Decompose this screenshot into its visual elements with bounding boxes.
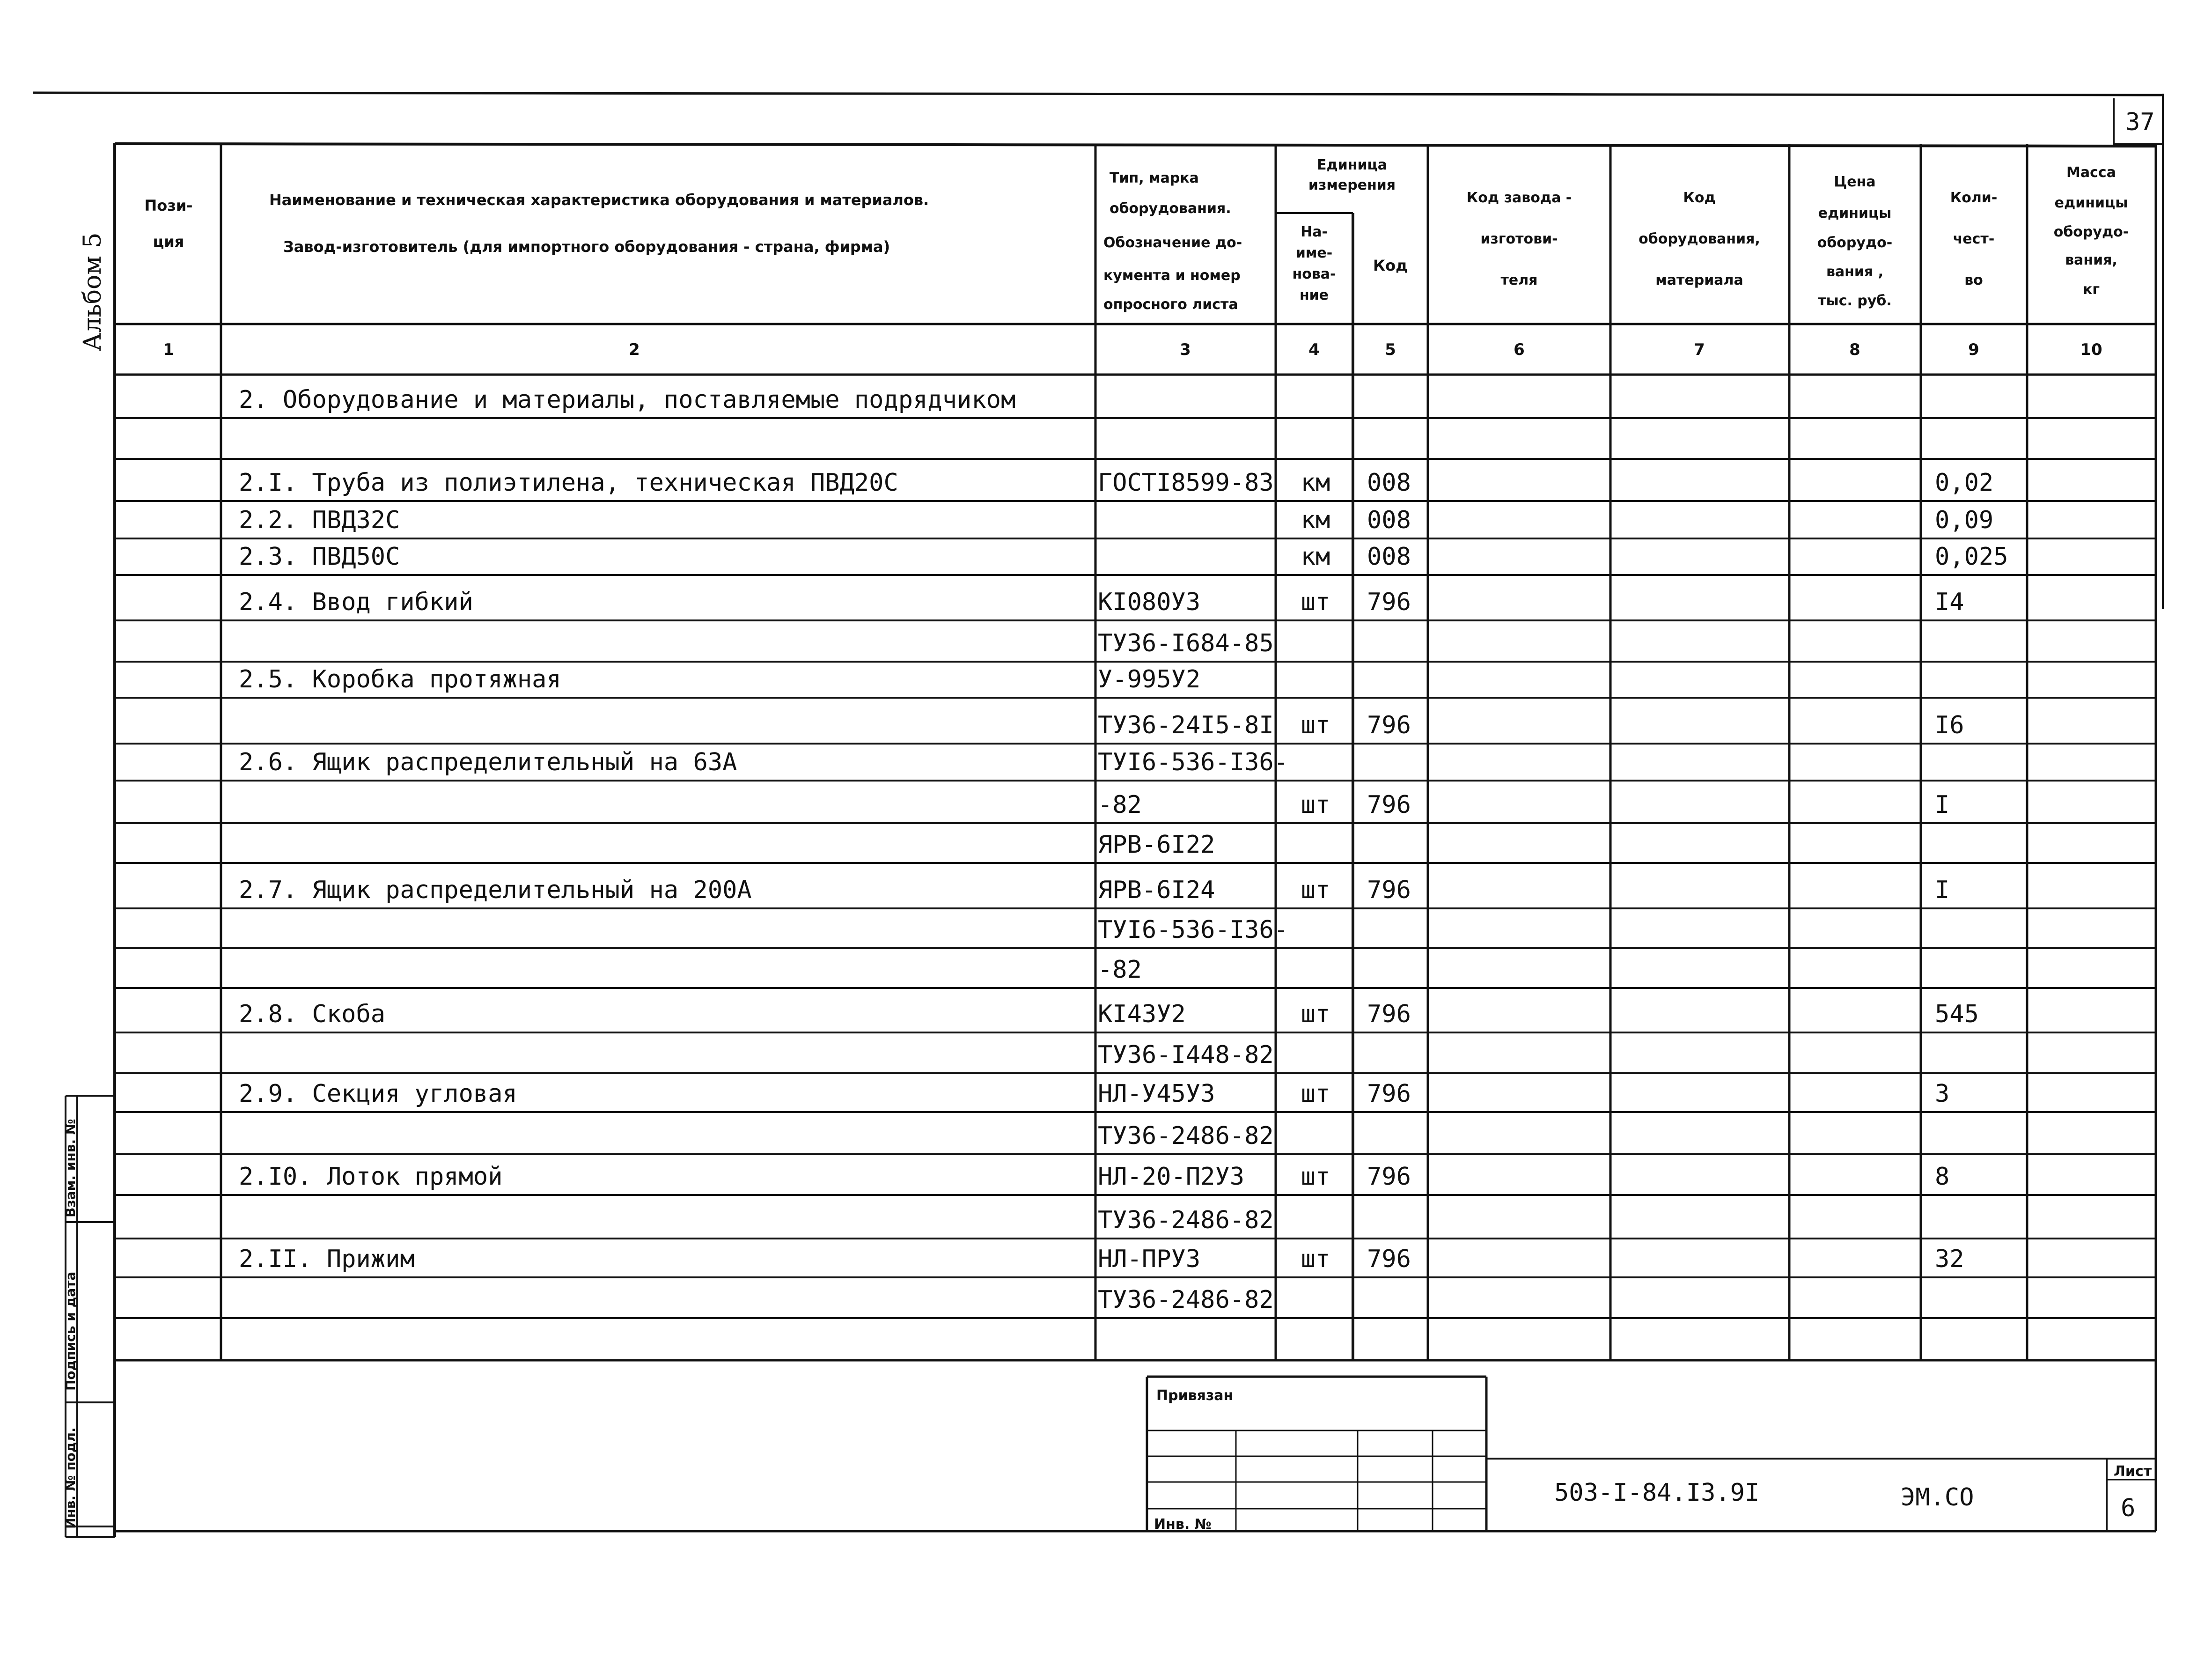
cell-name: 2.9. Секция угловая bbox=[239, 1080, 517, 1108]
cell-qty: 0,02 bbox=[1935, 469, 1994, 497]
cell-doc: НЛ-ПРУ3 bbox=[1098, 1245, 1201, 1273]
svg-text:изготови-: изготови- bbox=[1480, 231, 1558, 247]
title-block bbox=[115, 1360, 2156, 1533]
cell-doc: У-995У2 bbox=[1098, 665, 1201, 693]
svg-text:ние: ние bbox=[1299, 287, 1329, 303]
cell-name: 2.3. ПВД50С bbox=[239, 543, 400, 571]
cell-doc: КI080У3 bbox=[1098, 588, 1201, 616]
cell-doc: ЯРВ-6I24 bbox=[1098, 876, 1215, 904]
svg-text:Пози-: Пози- bbox=[144, 197, 193, 214]
svg-text:чест-: чест- bbox=[1953, 231, 1995, 247]
cell-qty: 545 bbox=[1935, 1000, 1979, 1028]
svg-text:измерения: измерения bbox=[1308, 177, 1396, 193]
svg-text:оборудо-: оборудо- bbox=[2053, 224, 2129, 240]
album-label: Альбом 5 bbox=[79, 232, 107, 351]
table-row bbox=[1098, 1122, 1274, 1150]
sheet-label: Лист bbox=[2114, 1463, 2152, 1480]
table-row bbox=[239, 876, 1949, 904]
cell-code: 796 bbox=[1367, 1163, 1411, 1191]
svg-text:3: 3 bbox=[1180, 340, 1191, 359]
svg-text:теля: теля bbox=[1500, 272, 1538, 288]
table-row bbox=[1098, 831, 1215, 859]
table-row bbox=[239, 386, 1015, 414]
table-header bbox=[144, 157, 2129, 313]
cell-doc: ТУ36-2486-82 bbox=[1098, 1122, 1274, 1150]
svg-text:Наименование и техническая хар: Наименование и техническая характеристика оборудования и материалов. bbox=[269, 191, 929, 209]
svg-text:Тип, марка: Тип, марка bbox=[1110, 170, 1199, 186]
top-border bbox=[33, 93, 2163, 95]
svg-text:име-: име- bbox=[1295, 245, 1333, 261]
table-row bbox=[1098, 916, 1288, 944]
svg-text:вания,: вания, bbox=[2065, 252, 2117, 268]
svg-text:5: 5 bbox=[1385, 340, 1396, 359]
table-row bbox=[239, 748, 1288, 776]
table-row bbox=[239, 588, 1964, 616]
cell-name: 2.II. Прижим bbox=[239, 1245, 415, 1273]
svg-text:оборудо-: оборудо- bbox=[1817, 235, 1893, 251]
cell-qty: I bbox=[1935, 876, 1950, 904]
cell-doc: -82 bbox=[1098, 956, 1142, 984]
svg-text:во: во bbox=[1964, 272, 1983, 288]
cell-unit: шт bbox=[1301, 1163, 1330, 1191]
table-row bbox=[1098, 956, 1142, 984]
document-code: 503-I-84.I3.9I bbox=[1554, 1479, 1760, 1507]
svg-text:тыс. руб.: тыс. руб. bbox=[1818, 293, 1892, 309]
cell-doc: НЛ-У45У3 bbox=[1098, 1080, 1215, 1108]
svg-text:оборудования.: оборудования. bbox=[1110, 200, 1231, 217]
cell-qty: 0,025 bbox=[1935, 543, 2008, 571]
cell-qty: 3 bbox=[1935, 1080, 1950, 1108]
attached-label: Привязан bbox=[1156, 1387, 1234, 1404]
svg-text:единицы: единицы bbox=[1818, 205, 1892, 221]
table-row bbox=[239, 1163, 1949, 1191]
original-inv-label: Инв. № подл. bbox=[63, 1427, 78, 1529]
cell-code: 796 bbox=[1367, 1000, 1411, 1028]
svg-text:Обозначение до-: Обозначение до- bbox=[1103, 235, 1242, 251]
table-row bbox=[239, 469, 1993, 497]
table-row bbox=[239, 543, 2008, 571]
cell-name: 2.I. Труба из полиэтилена, техническая ПВД20С bbox=[239, 469, 898, 497]
cell-code: 796 bbox=[1367, 588, 1411, 616]
cell-name: 2.4. Ввод гибкий bbox=[239, 588, 473, 616]
table-row bbox=[1098, 711, 1964, 739]
cell-name: 2.2. ПВД32С bbox=[239, 506, 400, 534]
svg-text:единицы: единицы bbox=[2054, 195, 2128, 211]
table-row bbox=[239, 1245, 1964, 1273]
svg-text:Код: Код bbox=[1373, 257, 1408, 274]
cell-qty: I bbox=[1935, 791, 1950, 819]
document-mark: ЭМ.СО bbox=[1901, 1483, 1974, 1512]
svg-text:10: 10 bbox=[2080, 340, 2102, 359]
cell-doc: КI43У2 bbox=[1098, 1000, 1186, 1028]
table-row bbox=[1098, 1286, 1274, 1314]
cell-doc: ТУ36-24I5-8I bbox=[1098, 711, 1274, 739]
svg-text:опросного листа: опросного листа bbox=[1103, 296, 1238, 313]
svg-text:ция: ция bbox=[153, 233, 184, 251]
cell-doc: НЛ-20-П2У3 bbox=[1098, 1163, 1245, 1191]
cell-doc: ТУI6-536-I36- bbox=[1098, 748, 1288, 776]
svg-text:4: 4 bbox=[1308, 340, 1320, 359]
cell-qty: I6 bbox=[1935, 711, 1964, 739]
cell-unit: шт bbox=[1301, 1000, 1330, 1028]
svg-text:Единица: Единица bbox=[1317, 157, 1387, 173]
cell-name: 2.6. Ящик распределительный на 63А bbox=[239, 748, 737, 776]
table-row bbox=[239, 1000, 1979, 1028]
cell-unit: км bbox=[1301, 506, 1330, 534]
cell-name: 2. Оборудование и материалы, поставляемые подрядчиком bbox=[239, 386, 1016, 414]
table-row bbox=[1098, 1041, 1274, 1069]
cell-code: 008 bbox=[1367, 469, 1411, 497]
cell-code: 796 bbox=[1367, 711, 1411, 739]
page-number: 37 bbox=[2125, 108, 2155, 136]
cell-code: 008 bbox=[1367, 506, 1411, 534]
cell-name: 2.8. Скоба bbox=[239, 1000, 386, 1028]
cell-qty: 32 bbox=[1935, 1245, 1964, 1273]
svg-text:Цена: Цена bbox=[1834, 174, 1876, 190]
column-numbers bbox=[163, 340, 2102, 359]
svg-text:Коли-: Коли- bbox=[1950, 190, 1998, 206]
cell-name: 2.7. Ящик распределительный на 200А bbox=[239, 876, 752, 904]
cell-doc: ТУ36-2486-82 bbox=[1098, 1286, 1274, 1314]
cell-doc: ТУI6-536-I36- bbox=[1098, 916, 1288, 944]
cell-doc: -82 bbox=[1098, 791, 1142, 819]
svg-text:6: 6 bbox=[1514, 340, 1525, 359]
cell-code: 796 bbox=[1367, 1245, 1411, 1273]
svg-text:кумента и номер: кумента и номер bbox=[1103, 267, 1241, 284]
cell-unit: км bbox=[1301, 469, 1330, 497]
cell-unit: шт bbox=[1301, 1080, 1330, 1108]
table-body bbox=[239, 386, 2008, 1314]
svg-text:Завод-изготовитель (для импорт: Завод-изготовитель (для импортного оборудования - страна, фирма) bbox=[283, 238, 890, 256]
cell-doc: ЯРВ-6I22 bbox=[1098, 831, 1215, 859]
table-row bbox=[239, 1080, 1949, 1108]
svg-text:2: 2 bbox=[629, 340, 640, 359]
table-row bbox=[239, 665, 1200, 693]
left-frame bbox=[63, 1096, 115, 1537]
svg-text:кг: кг bbox=[2082, 281, 2100, 298]
svg-text:Масса: Масса bbox=[2066, 164, 2116, 181]
svg-text:оборудования,: оборудования, bbox=[1639, 231, 1760, 247]
svg-text:7: 7 bbox=[1694, 340, 1705, 359]
cell-unit: шт bbox=[1301, 876, 1330, 904]
table-row bbox=[1098, 629, 1274, 657]
cell-unit: шт bbox=[1301, 1245, 1330, 1273]
table-row bbox=[1098, 1206, 1274, 1234]
cell-qty: 0,09 bbox=[1935, 506, 1994, 534]
cell-name: 2.5. Коробка протяжная bbox=[239, 665, 561, 693]
svg-text:Код завода -: Код завода - bbox=[1466, 190, 1572, 206]
svg-text:материала: материала bbox=[1655, 272, 1743, 288]
cell-qty: 8 bbox=[1935, 1163, 1950, 1191]
cell-code: 796 bbox=[1367, 876, 1411, 904]
sheet-number: 6 bbox=[2121, 1494, 2136, 1522]
svg-text:9: 9 bbox=[1968, 340, 1979, 359]
signature-date-label: Подпись и дата bbox=[63, 1271, 78, 1391]
cell-unit: шт bbox=[1301, 588, 1330, 616]
svg-text:Код: Код bbox=[1683, 190, 1716, 206]
cell-unit: шт bbox=[1301, 711, 1330, 739]
cell-name: 2.I0. Лоток прямой bbox=[239, 1163, 503, 1191]
cell-qty: I4 bbox=[1935, 588, 1964, 616]
interchange-inv-label: Взам. инв. № bbox=[63, 1119, 78, 1217]
cell-doc: ТУ36-I448-82 bbox=[1098, 1041, 1274, 1069]
cell-doc: ТУ36-2486-82 bbox=[1098, 1206, 1274, 1234]
svg-text:1: 1 bbox=[163, 340, 174, 359]
table-top-border bbox=[115, 144, 2156, 146]
cell-doc: ТУ36-I684-85 bbox=[1098, 629, 1274, 657]
svg-text:вания ,: вания , bbox=[1826, 264, 1884, 280]
cell-doc: ГОСТI8599-83 bbox=[1098, 469, 1274, 497]
svg-text:8: 8 bbox=[1849, 340, 1860, 359]
cell-code: 796 bbox=[1367, 791, 1411, 819]
table-row bbox=[1098, 791, 1949, 819]
svg-text:нова-: нова- bbox=[1292, 266, 1336, 282]
table-row bbox=[239, 506, 1993, 534]
cell-unit: км bbox=[1301, 543, 1330, 571]
cell-code: 008 bbox=[1367, 543, 1411, 571]
cell-unit: шт bbox=[1301, 791, 1330, 819]
cell-code: 796 bbox=[1367, 1080, 1411, 1108]
svg-text:На-: На- bbox=[1301, 224, 1328, 240]
inv-no-label: Инв. № bbox=[1154, 1516, 1212, 1533]
